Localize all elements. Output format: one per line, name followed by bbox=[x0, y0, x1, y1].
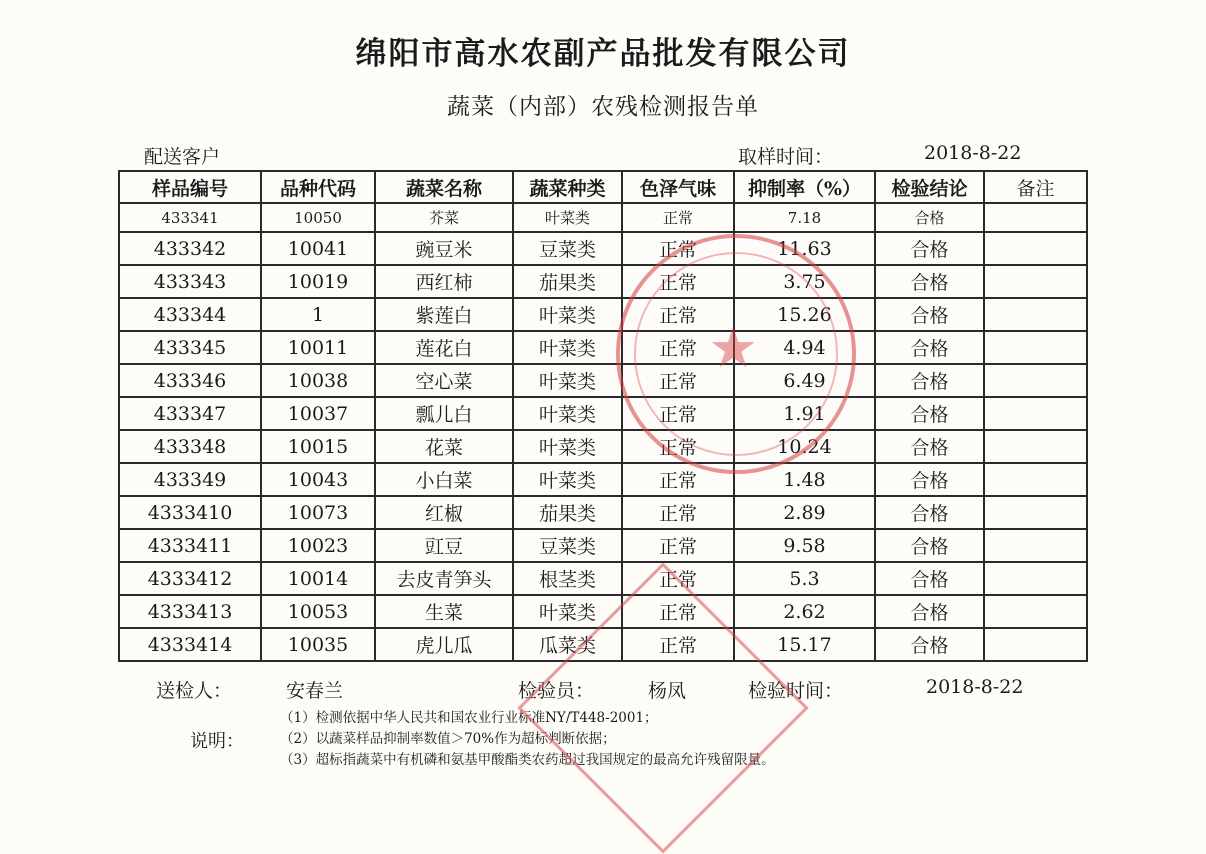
cell-vegetable-name: 小白菜 bbox=[375, 463, 513, 496]
cell-color-odor: 正常 bbox=[622, 203, 734, 232]
table-row bbox=[119, 265, 1087, 298]
cell-inhibition-rate: 7.18 bbox=[734, 203, 875, 232]
cell-variety-code: 10041 bbox=[261, 232, 375, 265]
cell-vegetable-name: 瓢儿白 bbox=[375, 397, 513, 430]
cell-remarks bbox=[984, 496, 1087, 529]
inspect-time-value: 2018-8-22 bbox=[926, 676, 1024, 698]
cell-inhibition-rate: 15.17 bbox=[734, 628, 875, 661]
cell-inhibition-rate: 11.63 bbox=[734, 232, 875, 265]
cell-remarks bbox=[984, 364, 1087, 397]
table-row bbox=[119, 232, 1087, 265]
cell-sample-no: 4333413 bbox=[119, 595, 261, 628]
cell-conclusion: 合格 bbox=[875, 628, 984, 661]
cell-variety-code: 10011 bbox=[261, 331, 375, 364]
table-row bbox=[119, 496, 1087, 529]
seal-star-icon: ★ bbox=[708, 316, 759, 381]
table-row bbox=[119, 397, 1087, 430]
cell-vegetable-name: 豌豆米 bbox=[375, 232, 513, 265]
cell-variety-code: 10073 bbox=[261, 496, 375, 529]
cell-inhibition-rate: 1.91 bbox=[734, 397, 875, 430]
cell-variety-code: 10023 bbox=[261, 529, 375, 562]
cell-variety-code: 1 bbox=[261, 298, 375, 331]
cell-variety-code: 10015 bbox=[261, 430, 375, 463]
table-row bbox=[119, 364, 1087, 397]
cell-remarks bbox=[984, 331, 1087, 364]
cell-color-odor: 正常 bbox=[622, 628, 734, 661]
cell-sample-no: 433344 bbox=[119, 298, 261, 331]
cell-vegetable-name: 空心菜 bbox=[375, 364, 513, 397]
header-vegetable-name: 蔬菜名称 bbox=[375, 171, 513, 203]
cell-color-odor: 正常 bbox=[622, 298, 734, 331]
cell-vegetable-type: 叶菜类 bbox=[513, 203, 622, 232]
sample-time-value: 2018-8-22 bbox=[924, 142, 1022, 164]
cell-vegetable-type: 瓜菜类 bbox=[513, 628, 622, 661]
sample-time-label: 取样时间： bbox=[738, 146, 834, 168]
cell-remarks bbox=[984, 397, 1087, 430]
cell-conclusion: 合格 bbox=[875, 265, 984, 298]
cell-inhibition-rate: 9.58 bbox=[734, 529, 875, 562]
cell-conclusion: 合格 bbox=[875, 562, 984, 595]
results-table bbox=[118, 170, 1088, 662]
table-row bbox=[119, 331, 1087, 364]
cell-inhibition-rate: 1.48 bbox=[734, 463, 875, 496]
header-vegetable-type: 蔬菜种类 bbox=[513, 171, 622, 203]
header-color-odor: 色泽气味 bbox=[622, 171, 734, 203]
header-inhibition-rate: 抑制率（%） bbox=[734, 171, 875, 203]
cell-color-odor: 正常 bbox=[622, 331, 734, 364]
note-line-1: （1）检测依据中华人民共和国农业行业标准NY/T448-2001； bbox=[280, 710, 658, 726]
cell-vegetable-type: 叶菜类 bbox=[513, 430, 622, 463]
cell-conclusion: 合格 bbox=[875, 203, 984, 232]
cell-variety-code: 10053 bbox=[261, 595, 375, 628]
cell-conclusion: 合格 bbox=[875, 364, 984, 397]
cell-inhibition-rate: 5.3 bbox=[734, 562, 875, 595]
cell-vegetable-type: 叶菜类 bbox=[513, 397, 622, 430]
header-sample-no: 样品编号 bbox=[119, 171, 261, 203]
cell-sample-no: 4333412 bbox=[119, 562, 261, 595]
cell-vegetable-name: 去皮青笋头 bbox=[375, 562, 513, 595]
table-row bbox=[119, 529, 1087, 562]
submitter-name: 安春兰 bbox=[286, 680, 344, 702]
notes-label: 说明： bbox=[190, 731, 244, 752]
cell-sample-no: 433343 bbox=[119, 265, 261, 298]
cell-vegetable-name: 豇豆 bbox=[375, 529, 513, 562]
table-row bbox=[119, 298, 1087, 331]
cell-vegetable-name: 紫莲白 bbox=[375, 298, 513, 331]
cell-vegetable-name: 芥菜 bbox=[375, 203, 513, 232]
cell-conclusion: 合格 bbox=[875, 331, 984, 364]
cell-variety-code: 10038 bbox=[261, 364, 375, 397]
header-variety-code: 品种代码 bbox=[261, 171, 375, 203]
cell-color-odor: 正常 bbox=[622, 595, 734, 628]
cell-remarks bbox=[984, 628, 1087, 661]
cell-inhibition-rate: 2.89 bbox=[734, 496, 875, 529]
cell-color-odor: 正常 bbox=[622, 232, 734, 265]
cell-vegetable-name: 西红柿 bbox=[375, 265, 513, 298]
cell-remarks bbox=[984, 595, 1087, 628]
cell-sample-no: 4333410 bbox=[119, 496, 261, 529]
cell-vegetable-name: 生菜 bbox=[375, 595, 513, 628]
table-row bbox=[119, 430, 1087, 463]
cell-variety-code: 10037 bbox=[261, 397, 375, 430]
cell-inhibition-rate: 4.94 bbox=[734, 331, 875, 364]
cell-remarks bbox=[984, 265, 1087, 298]
cell-variety-code: 10019 bbox=[261, 265, 375, 298]
cell-color-odor: 正常 bbox=[622, 529, 734, 562]
cell-color-odor: 正常 bbox=[622, 265, 734, 298]
cell-color-odor: 正常 bbox=[622, 430, 734, 463]
cell-color-odor: 正常 bbox=[622, 463, 734, 496]
cell-sample-no: 433345 bbox=[119, 331, 261, 364]
cell-sample-no: 433347 bbox=[119, 397, 261, 430]
table-row bbox=[119, 595, 1087, 628]
cell-remarks bbox=[984, 529, 1087, 562]
cell-conclusion: 合格 bbox=[875, 397, 984, 430]
cell-sample-no: 433348 bbox=[119, 430, 261, 463]
cell-color-odor: 正常 bbox=[622, 397, 734, 430]
inspect-time-label: 检验时间： bbox=[748, 680, 844, 702]
cell-sample-no: 4333414 bbox=[119, 628, 261, 661]
cell-remarks bbox=[984, 298, 1087, 331]
header-remarks: 备注 bbox=[984, 171, 1087, 203]
cell-vegetable-type: 叶菜类 bbox=[513, 463, 622, 496]
cell-vegetable-type: 叶菜类 bbox=[513, 595, 622, 628]
cell-inhibition-rate: 10.24 bbox=[734, 430, 875, 463]
cell-vegetable-name: 红椒 bbox=[375, 496, 513, 529]
cell-conclusion: 合格 bbox=[875, 463, 984, 496]
cell-remarks bbox=[984, 463, 1087, 496]
cell-sample-no: 433346 bbox=[119, 364, 261, 397]
inspector-label: 检验员： bbox=[518, 680, 595, 702]
cell-conclusion: 合格 bbox=[875, 496, 984, 529]
cell-inhibition-rate: 3.75 bbox=[734, 265, 875, 298]
note-line-2: （2）以蔬菜样品抑制率数值＞70%作为超标判断依据； bbox=[280, 731, 616, 747]
cell-variety-code: 10043 bbox=[261, 463, 375, 496]
cell-vegetable-name: 花菜 bbox=[375, 430, 513, 463]
cell-conclusion: 合格 bbox=[875, 430, 984, 463]
cell-vegetable-type: 茄果类 bbox=[513, 496, 622, 529]
cell-vegetable-type: 叶菜类 bbox=[513, 364, 622, 397]
cell-vegetable-type: 茄果类 bbox=[513, 265, 622, 298]
table-row bbox=[119, 628, 1087, 661]
cell-vegetable-name: 虎儿瓜 bbox=[375, 628, 513, 661]
note-line-3: （3）超标指蔬菜中有机磷和氨基甲酸酯类农药超过我国规定的最高允许残留限量。 bbox=[280, 752, 775, 768]
table-row bbox=[119, 562, 1087, 595]
cell-vegetable-type: 叶菜类 bbox=[513, 331, 622, 364]
cell-remarks bbox=[984, 203, 1087, 232]
table-header-row bbox=[119, 171, 1087, 203]
cell-variety-code: 10035 bbox=[261, 628, 375, 661]
cell-remarks bbox=[984, 430, 1087, 463]
cell-color-odor: 正常 bbox=[622, 562, 734, 595]
header-conclusion: 检验结论 bbox=[875, 171, 984, 203]
inspector-name: 杨凤 bbox=[648, 680, 687, 702]
customer-label: 配送客户 bbox=[144, 146, 221, 168]
table-row bbox=[119, 463, 1087, 496]
cell-sample-no: 433341 bbox=[119, 203, 261, 232]
cell-inhibition-rate: 2.62 bbox=[734, 595, 875, 628]
report-title: 蔬菜（内部）农残检测报告单 bbox=[447, 94, 759, 120]
cell-inhibition-rate: 15.26 bbox=[734, 298, 875, 331]
cell-color-odor: 正常 bbox=[622, 364, 734, 397]
cell-sample-no: 4333411 bbox=[119, 529, 261, 562]
cell-color-odor: 正常 bbox=[622, 496, 734, 529]
cell-conclusion: 合格 bbox=[875, 595, 984, 628]
cell-sample-no: 433342 bbox=[119, 232, 261, 265]
cell-vegetable-type: 叶菜类 bbox=[513, 298, 622, 331]
cell-conclusion: 合格 bbox=[875, 298, 984, 331]
cell-sample-no: 433349 bbox=[119, 463, 261, 496]
table-row bbox=[119, 203, 1087, 232]
cell-vegetable-type: 根茎类 bbox=[513, 562, 622, 595]
submitter-label: 送检人： bbox=[156, 680, 233, 702]
cell-inhibition-rate: 6.49 bbox=[734, 364, 875, 397]
cell-vegetable-type: 豆菜类 bbox=[513, 529, 622, 562]
cell-remarks bbox=[984, 232, 1087, 265]
cell-variety-code: 10014 bbox=[261, 562, 375, 595]
cell-remarks bbox=[984, 562, 1087, 595]
cell-conclusion: 合格 bbox=[875, 529, 984, 562]
cell-conclusion: 合格 bbox=[875, 232, 984, 265]
cell-variety-code: 10050 bbox=[261, 203, 375, 232]
cell-vegetable-type: 豆菜类 bbox=[513, 232, 622, 265]
cell-vegetable-name: 莲花白 bbox=[375, 331, 513, 364]
company-title: 绵阳市高水农副产品批发有限公司 bbox=[355, 36, 851, 72]
